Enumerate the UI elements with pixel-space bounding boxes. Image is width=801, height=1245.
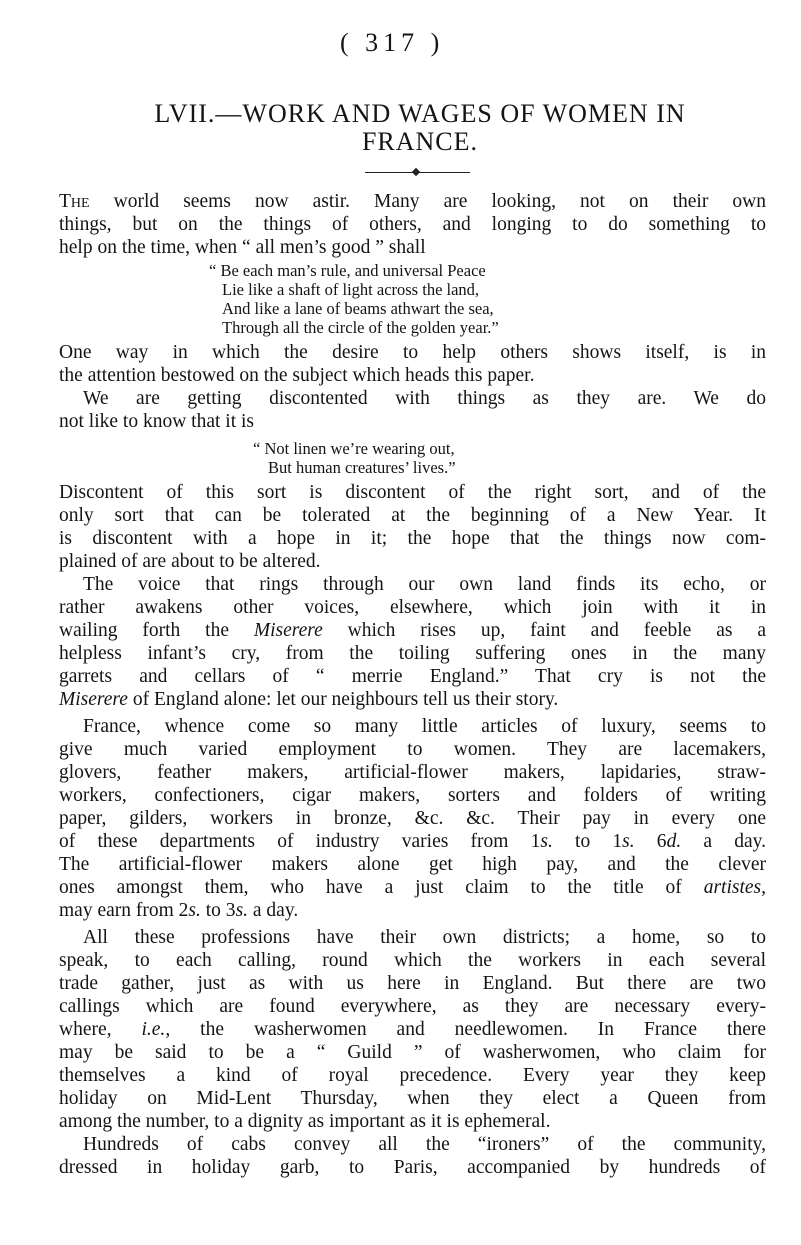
paragraph-line: We are getting discontented with things as they are. We do bbox=[83, 388, 766, 409]
article-body bbox=[59, 190, 766, 1179]
italic-term: Miserere bbox=[59, 689, 128, 710]
paragraph-line: Miserere of England alone: let our neighbours tell us their story. bbox=[59, 689, 559, 710]
paragraph-line: holiday on Mid-Lent Thursday, when they elect a Queen from bbox=[59, 1088, 766, 1109]
paragraph-line: things, but on the things of others, and longing to do something to bbox=[59, 214, 766, 235]
paragraph-line: not like to know that it is bbox=[59, 411, 254, 432]
paragraph-line: glovers, feather makers, artificial-flower makers, lapidaries, straw- bbox=[59, 762, 766, 783]
article-title-line-2: FRANCE. bbox=[361, 127, 479, 156]
paragraph-line: the attention bestowed on the subject which heads this paper. bbox=[59, 365, 535, 386]
paragraph-line: may earn from 2s. to 3s. a day. bbox=[59, 900, 299, 921]
paragraph-line: rather awakens other voices, elsewhere, which join with it in bbox=[59, 597, 766, 618]
paragraph-line: The artificial-flower makers alone get high pay, and the clever bbox=[59, 854, 766, 875]
paragraph-line: help on the time, when “ all men’s good ” shall bbox=[59, 237, 426, 258]
verse-line: “ Be each man’s rule, and universal Peace bbox=[209, 261, 486, 280]
verse-line: But human creatures’ lives.” bbox=[268, 458, 456, 477]
italic-term: Miserere bbox=[253, 620, 323, 641]
italic-term: artistes, bbox=[703, 877, 766, 898]
paragraph-line: dressed in holiday garb, to Paris, accompanied by hundreds of bbox=[59, 1157, 766, 1178]
verse-quotation-1 bbox=[59, 261, 766, 337]
paragraph-line: One way in which the desire to help others shows itself, is in bbox=[59, 342, 766, 363]
article-title-line-1: LVII.—WORK AND WAGES OF WOMEN IN bbox=[154, 99, 686, 128]
verse-quotation-2 bbox=[59, 439, 766, 477]
paragraph-line: workers, confectioners, cigar makers, sorters and folders of writing bbox=[59, 785, 766, 806]
paragraph-line: may be said to be a “ Guild ” of washerwomen, who claim for bbox=[59, 1042, 766, 1063]
page-number: ( 317 ) bbox=[340, 28, 445, 57]
paragraph-line: The world seems now astir. Many are looking, not on their own bbox=[59, 191, 766, 212]
paragraph-line: paper, gilders, workers in bronze, &c. &c. Their pay in every one bbox=[59, 808, 766, 829]
dropword: The bbox=[59, 191, 90, 212]
verse-line: “ Not linen we’re wearing out, bbox=[253, 439, 455, 458]
paragraph-line: among the number, to a dignity as important as it is ephemeral. bbox=[59, 1111, 551, 1132]
paragraph-line: wailing forth the Miserere which rises up, faint and feeble as a bbox=[59, 620, 766, 641]
verse-line: Lie like a shaft of light across the land, bbox=[222, 280, 480, 299]
paragraph-line: plained of are about to be altered. bbox=[59, 551, 321, 572]
paragraph-line: France, whence come so many little articles of luxury, seems to bbox=[83, 716, 766, 737]
italic-term: i.e. bbox=[141, 1019, 166, 1040]
paragraph-line: All these professions have their own districts; a home, so to bbox=[83, 927, 766, 948]
diamond-ornament-icon bbox=[412, 168, 420, 176]
verse-line: And like a lane of beams athwart the sea, bbox=[222, 299, 494, 318]
paragraph-line: The voice that rings through our own land finds its echo, or bbox=[83, 574, 766, 595]
paragraph-line: ones amongst them, who have a just claim to the title of artistes, bbox=[59, 877, 766, 898]
paragraph-line: is discontent with a hope in it; the hope that the things now com- bbox=[59, 528, 766, 549]
paragraph-line: themselves a kind of royal precedence. Every year they keep bbox=[59, 1065, 766, 1086]
paragraph-line: give much varied employment to women. They are lacemakers, bbox=[59, 739, 766, 760]
paragraph-line: trade gather, just as with us here in England. But there are two bbox=[59, 973, 766, 994]
paragraph-line: Hundreds of cabs convey all the “ironers” of the community, bbox=[83, 1134, 766, 1155]
paragraph-line: where, i.e., the washerwomen and needlewomen. In France there bbox=[59, 1019, 766, 1040]
ornamental-rule bbox=[365, 172, 470, 173]
article-title bbox=[70, 100, 770, 156]
paragraph-line: speak, to each calling, round which the workers in each several bbox=[59, 950, 766, 971]
paragraph-line: callings which are found everywhere, as they are necessary every- bbox=[59, 996, 766, 1017]
paragraph-line: Discontent of this sort is discontent of the right sort, and of the bbox=[59, 482, 766, 503]
paragraph-line: only sort that can be tolerated at the beginning of a New Year. It bbox=[59, 505, 766, 526]
paragraph-line: helpless infant’s cry, from the toiling suffering ones in the many bbox=[59, 643, 766, 664]
paragraph-line: garrets and cellars of “ merrie England.” That cry is not the bbox=[59, 666, 766, 687]
paragraph-line: of these departments of industry varies from 1s. to 1s. 6d. a day. bbox=[59, 831, 766, 852]
verse-line: Through all the circle of the golden year.” bbox=[222, 318, 499, 337]
